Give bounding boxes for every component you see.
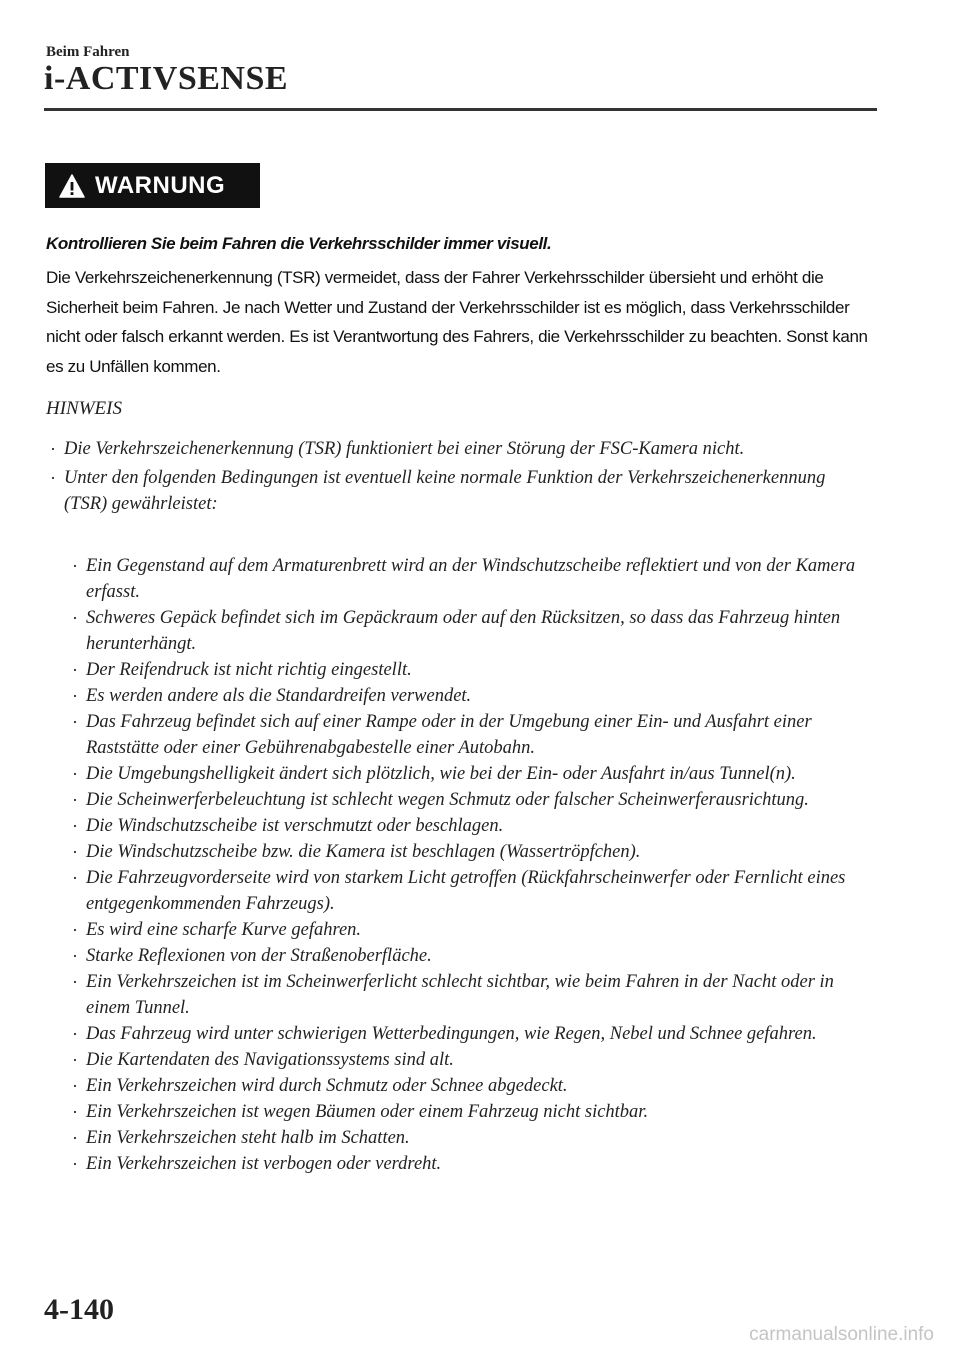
- condition-item: [72, 1099, 876, 1125]
- condition-item: [72, 683, 876, 709]
- condition-item: [72, 657, 876, 683]
- condition-text: Ein Verkehrszeichen ist wegen Bäumen oder einem Fahrzeug nicht sichtbar.: [86, 1102, 649, 1122]
- condition-text: Ein Verkehrszeichen ist im Scheinwerferlicht schlecht sichtbar, wie beim Fahren in der Nacht oder in einem Tunnel.: [86, 972, 834, 1018]
- bullet-icon: ·: [72, 1024, 78, 1044]
- condition-text: Die Fahrzeugvorderseite wird von starkem Licht getroffen (Rückfahrscheinwerfer oder Fernlicht eines entgegenkommenden Fahrzeugs).: [86, 868, 846, 914]
- chapter-title: i-ACTIVSENSE: [44, 60, 289, 97]
- bullet-icon: ·: [72, 1076, 78, 1096]
- condition-text: Der Reifendruck ist nicht richtig eingestellt.: [86, 660, 412, 680]
- condition-item: [72, 1047, 876, 1073]
- page-number: 4-140: [44, 1293, 114, 1326]
- warning-label: WARNUNG: [95, 171, 226, 199]
- condition-text: Das Fahrzeug wird unter schwierigen Wetterbedingungen, wie Regen, Nebel und Schnee gefahren.: [86, 1024, 817, 1044]
- condition-text: Die Scheinwerferbeleuchtung ist schlecht wegen Schmutz oder falscher Scheinwerferausrichtung.: [86, 790, 809, 810]
- warning-triangle-icon: [59, 173, 85, 199]
- condition-text: Es werden andere als die Standardreifen verwendet.: [86, 686, 472, 706]
- condition-text: Es wird eine scharfe Kurve gefahren.: [86, 920, 362, 940]
- bullet-icon: ·: [72, 712, 78, 732]
- bullet-icon: ·: [72, 686, 78, 706]
- condition-text: Schweres Gepäck befindet sich im Gepäckraum oder auf den Rücksitzen, so dass das Fahrzeug hinten herunterhängt.: [86, 608, 841, 654]
- condition-item: [72, 969, 876, 1021]
- warning-body: Die Verkehrszeichenerkennung (TSR) vermeidet, dass der Fahrer Verkehrsschilder übersieht und erhöht die Sicherheit beim Fahren. Je nach Wetter und Zustand der Verkehrsschilder ist es möglich, dass Verkehrsschilder nicht oder falsch erkannt werden. Es ist Verantwortung des Fahrers, die Verkehrsschilder zu beachten. Sonst kann es zu Unfällen kommen.: [46, 268, 868, 376]
- condition-text: Ein Gegenstand auf dem Armaturenbrett wird an der Windschutzscheibe reflektiert und von der Kamera erfasst.: [86, 556, 856, 602]
- bullet-icon: ·: [72, 842, 78, 862]
- bullet-icon: ·: [72, 920, 78, 940]
- note-list: [50, 436, 864, 520]
- conditions-list: [72, 553, 876, 1177]
- condition-item: [72, 553, 876, 605]
- bullet-icon: ·: [72, 972, 78, 992]
- condition-item: [72, 761, 876, 787]
- bullet-icon: ·: [72, 556, 78, 576]
- condition-item: [72, 1125, 876, 1151]
- condition-text: Starke Reflexionen von der Straßenoberfläche.: [86, 946, 432, 966]
- condition-item: [72, 605, 876, 657]
- title-rule: [44, 108, 877, 111]
- condition-text: Die Windschutzscheibe bzw. die Kamera ist beschlagen (Wassertröpfchen).: [86, 842, 641, 862]
- condition-text: Die Umgebungshelligkeit ändert sich plötzlich, wie bei der Ein- oder Ausfahrt in/aus Tunnel(n).: [86, 764, 796, 784]
- condition-item: [72, 1021, 876, 1047]
- note-item: [50, 436, 864, 462]
- condition-item: [72, 839, 876, 865]
- bullet-icon: ·: [72, 868, 78, 888]
- bullet-icon: ·: [72, 660, 78, 680]
- condition-text: Das Fahrzeug befindet sich auf einer Rampe oder in der Umgebung einer Ein- und Ausfahrt einer Raststätte oder einer Gebührenabgabestelle einer Autobahn.: [86, 712, 812, 758]
- bullet-icon: ·: [50, 439, 56, 459]
- condition-item: [72, 865, 876, 917]
- condition-text: Die Windschutzscheibe ist verschmutzt oder beschlagen.: [86, 816, 504, 836]
- bullet-icon: ·: [72, 1102, 78, 1122]
- section-label: Beim Fahren: [46, 44, 130, 60]
- condition-item: [72, 709, 876, 761]
- warning-heading: Kontrollieren Sie beim Fahren die Verkehrsschilder immer visuell.: [46, 234, 552, 253]
- condition-item: [72, 1073, 876, 1099]
- bullet-icon: ·: [72, 608, 78, 628]
- condition-text: Ein Verkehrszeichen steht halb im Schatten.: [86, 1128, 410, 1148]
- condition-item: [72, 787, 876, 813]
- bullet-icon: ·: [50, 468, 56, 488]
- note-item-text: Unter den folgenden Bedingungen ist eventuell keine normale Funktion der Verkehrszeichenerkennung (TSR) gewährleistet:: [64, 468, 826, 514]
- condition-text: Die Kartendaten des Navigationssystems sind alt.: [86, 1050, 454, 1070]
- note-item-text: Die Verkehrszeichenerkennung (TSR) funktioniert bei einer Störung der FSC-Kamera nicht.: [64, 439, 745, 459]
- watermark: carmanualsonline.info: [749, 1324, 934, 1345]
- note-item: [50, 465, 864, 517]
- bullet-icon: ·: [72, 790, 78, 810]
- bullet-icon: ·: [72, 816, 78, 836]
- condition-item: [72, 1151, 876, 1177]
- note-heading: HINWEIS: [46, 398, 122, 419]
- bullet-icon: ·: [72, 1154, 78, 1174]
- bullet-icon: ·: [72, 1128, 78, 1148]
- warning-badge: [45, 163, 260, 208]
- condition-item: [72, 943, 876, 969]
- condition-text: Ein Verkehrszeichen wird durch Schmutz oder Schnee abgedeckt.: [86, 1076, 568, 1096]
- condition-item: [72, 917, 876, 943]
- bullet-icon: ·: [72, 1050, 78, 1070]
- condition-text: Ein Verkehrszeichen ist verbogen oder verdreht.: [86, 1154, 442, 1174]
- bullet-icon: ·: [72, 764, 78, 784]
- bullet-icon: ·: [72, 946, 78, 966]
- condition-item: [72, 813, 876, 839]
